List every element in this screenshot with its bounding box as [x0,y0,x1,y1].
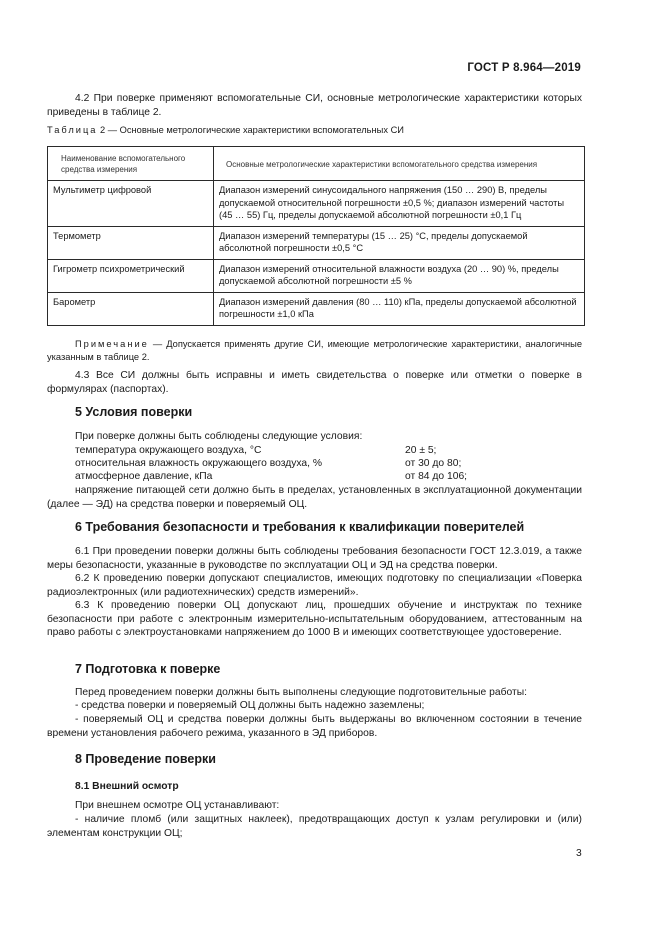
condition-row [75,470,468,484]
condition-value: от 84 до 106; [405,471,468,482]
section-8-intro: При внешнем осмотре ОЦ устанавливают: [75,800,280,811]
table-cell-name: Барометр [48,292,214,325]
paragraph-6-3: 6.3 К проведению поверки ОЦ допускают лиц, прошедших обучение и инструктаж по технике безопасности при работе с электронным измерительно-испытательным оборудованием, аттестованным на право работы с электроустановками напряжением до 1000 В и имеющих соответствующее удостоверение. [47,600,582,638]
preparation-item: - поверяемый ОЦ и средства поверки должны быть выдержаны во включенном состоянии в течение времени установления рабочего режима, указанного в ЭД приборов. [47,714,582,739]
document-header: ГОСТ Р 8.964—2019 [467,62,581,74]
condition-value: 20 ± 5; [405,445,437,456]
condition-label: температура окружающего воздуха, °C [75,445,262,456]
table-header-row [48,147,585,181]
section-7-intro: Перед проведением поверки должны быть выполнены следующие подготовительные работы: [75,687,527,698]
voltage-requirement: напряжение питающей сети должно быть в пределах, установленных в эксплуатационной документации (далее — ЭД) на средства поверки и поверяемый ОЦ. [47,485,582,510]
paragraph-4-3: 4.3 Все СИ должны быть исправны и иметь свидетельства о поверке или отметки о поверке в формулярах (паспортах). [47,370,582,395]
note-text: — Допускается применять другие СИ, имеющие метрологические характеристики, аналогичные указанным в таблице 2. [47,339,582,362]
paragraph-6-2: 6.2 К проведению поверки допускают специалистов, имеющих подготовку по специализации «Поверка радиоэлектронных (или радиотехнических) средств измерений». [47,573,582,598]
condition-row [75,444,437,458]
section-7-title: 7 Подготовка к поверке [75,662,221,676]
table-cell-specs: Диапазон измерений синусоидального напряжения (150 … 290) В, пределы допускаемой относительной погрешности ±0,5 %; диапазон измерений частоты (45 … 55) Гц, пределы допускаемой абсолютной погрешности ±0,1 Гц [214,181,585,227]
table-row [48,292,585,325]
table-header-specs: Основные метрологические характеристики вспомогательного средства измерения [214,147,585,181]
table-cell-specs: Диапазон измерений давления (80 … 110) кПа, пределы допускаемой абсолютной погрешности ±1,0 кПа [214,292,585,325]
table-row [48,181,585,227]
table-cell-specs: Диапазон измерений относительной влажности воздуха (20 … 90) %, пределы допускаемой абсолютной погрешности ±5 % [214,259,585,292]
auxiliary-instruments-table [47,146,585,326]
table-header-name: Наименование вспомогательного средства измерения [48,147,214,181]
section-6-title: 6 Требования безопасности и требования к квалификации поверителей [75,520,525,534]
table-note [47,338,582,363]
table-cell-specs: Диапазон измерений температуры (15 … 25) °C, пределы допускаемой абсолютной погрешности ±0,5 °C [214,226,585,259]
condition-label: атмосферное давление, кПа [75,471,213,482]
inspection-item: - наличие пломб (или защитных наклеек), предотвращающих доступ к узлам регулировки и (или) элементам конструкции ОЦ; [47,814,582,839]
note-word: Примечание [75,339,149,349]
table-caption [47,125,404,135]
table-row [48,226,585,259]
table-cell-name: Термометр [48,226,214,259]
section-5-intro: При поверке должны быть соблюдены следующие условия: [75,431,363,442]
table-cell-name: Мультиметр цифровой [48,181,214,227]
paragraph-6-1: 6.1 При проведении поверки должны быть соблюдены требования безопасности ГОСТ 12.3.019, а также меры безопасности, указанные в руководстве по эксплуатации ОЦ и ЭД на средства поверки. [47,546,582,571]
condition-row [75,457,462,471]
preparation-item: - средства поверки и поверяемый ОЦ должны быть надежно заземлены; [75,700,425,711]
table-cell-name: Гигрометр психрометрический [48,259,214,292]
paragraph-4-2: 4.2 При поверке применяют вспомогательные СИ, основные метрологические характеристики которых приведены в таблице 2. [47,93,582,118]
table-row [48,259,585,292]
page-number: 3 [576,848,582,859]
subsection-8-1-title: 8.1 Внешний осмотр [75,781,179,792]
table-caption-text: 2 — Основные метрологические характеристики вспомогательных СИ [97,125,404,135]
condition-label: относительная влажность окружающего воздуха, % [75,458,322,469]
section-5-title: 5 Условия поверки [75,405,193,419]
section-8-title: 8 Проведение поверки [75,752,216,766]
table-caption-word: Таблица [47,125,98,135]
condition-value: от 30 до 80; [405,458,462,469]
